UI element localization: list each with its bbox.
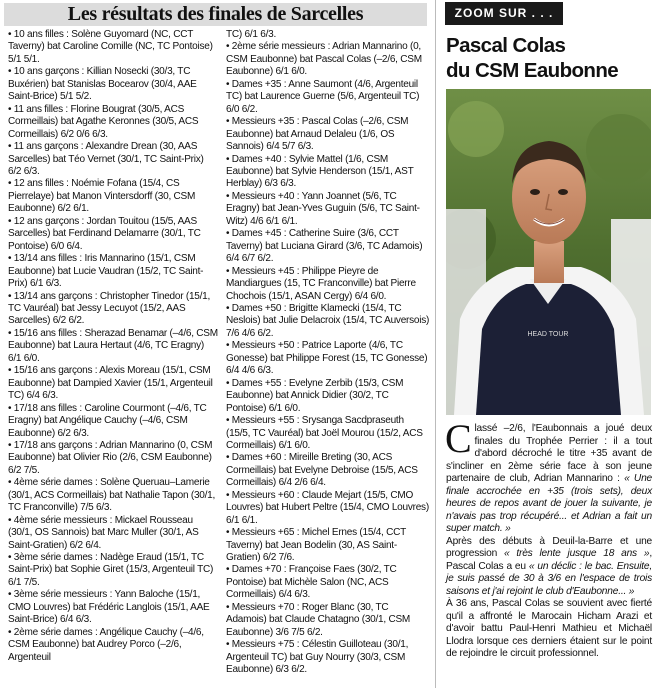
result-entry: • 13/14 ans filles : Iris Mannarino (15/1, CSM Eaubonne) bat Lucie Vaudran (15/2, TC Saint-Prix) 6/1 6/3. (8, 253, 204, 290)
result-entry: • 3ème série dames : Nadège Eraud (15/1, TC Saint-Prix) bat Sophie Giret (15/3, Argenteuil TC) 6/1 7/5. (8, 552, 214, 588)
result-entry: • Dames +70 : Françoise Faes (30/2, TC Pontoise) bat Michèle Salon (NC, ACS Cormeillais) 6/4 6/3. (226, 564, 397, 601)
result-entry: • Dames +35 : Anne Saumont (4/6, Argenteuil TC) bat Laurence Guerne (5/6, Argenteuil TC) 6/0 6/2. (226, 78, 420, 115)
results-title-bar (4, 3, 427, 26)
result-entry: • Messieurs +55 : Srysanga Sacdpraseuth (15/5, TC Vauréal) bat Joël Mourou (15/2, ACS Cormeillais) 6/1 6/0. (226, 415, 423, 451)
result-entry: • Messieurs +65 : Michel Ernes (15/4, CCT Taverny) bat Jean Bodelin (30, AS Saint-Gratien) 6/2 7/6. (226, 527, 406, 564)
results-title: Les résultats des finales de Sarcelles (67, 3, 364, 25)
result-entry: • Messieurs +70 : Roger Blanc (30, TC Adamois) bat Claude Chatagno (30/1, CSM Eaubonne) 3/6 7/5 6/2. (226, 601, 411, 638)
result-entry: • Messieurs +75 : Célestin Guilloteau (30/1, Argenteuil TC) bat Guy Nourry (30/3, CSM Eaubonne) 6/3 6/2. (226, 639, 409, 676)
result-entry: • 10 ans garçons : Killian Nosecki (30/3, TC Buxérien) bat Stanislas Bocearov (30/4, AAE Saint-Brice) 5/1 5/2. (8, 66, 197, 103)
result-entry: • 12 ans garçons : Jordan Touitou (15/5, AAS Sarcelles) bat Ferdinand Delamarre (30/1, TC Pontoise) 6/0 6/4. (8, 215, 201, 252)
article-text: , Pascal Colas a eu (446, 548, 652, 572)
result-entry: • 11 ans filles : Florine Bougrat (30/5, ACS Cormeillais) bat Agathe Keronnes (30/5, ACS Cormeillais) 6/2 0/6 6/3. (8, 103, 199, 140)
article-text: lassé –2/6, l'Eaubonnais a joué deux finales du Trophée Perrier : il a tout d'abord décroché le titre +35 avant de s'incliner en 2ème série face à son jeune partenaire de club, Adrian Mannarino : (446, 423, 652, 484)
result-entry: • 11 ans garçons : Alexandre Drean (30, AAS Sarcelles) bat Téo Vernet (30/1, TC Saint-Prix) 6/2 6/3. (8, 141, 204, 177)
result-entry: • Dames +50 : Brigitte Klamecki (15/4, TC Neslois) bat Julie Delacroix (15/4, TC Auversois) 7/6 4/6 6/2. (226, 302, 430, 339)
column-divider (435, 0, 436, 688)
result-entry: • Messieurs +35 : Pascal Colas (–2/6, CSM Eaubonne) bat Arnaud Delaleu (1/6, OS Sannois) 6/4 5/7 6/3. (226, 116, 409, 153)
shirt-logo: HEAD TOUR (527, 331, 569, 338)
quote: « un déclic : le bac. Ensuite, je suis passé de 30 à 3/6 en l'espace de trois saisons et j'ai rejoint le club d'Eaubonne... » (446, 560, 653, 597)
result-entry: • 2ème série messieurs : Adrian Mannarino (0, CSM Eaubonne) bat Pascal Colas (–2/6, CSM Eaubonne) 6/1 6/0. (226, 41, 422, 78)
quote: « très lente jusque 18 ans » (503, 548, 650, 559)
result-entry: • Messieurs +50 : Patrice Laporte (4/6, TC Gonesse) bat Philippe Forest (15, TC Gonesse) 6/4 4/6 6/3. (226, 340, 428, 377)
result-entry: • 15/16 ans garçons : Alexis Moreau (15/1, CSM Eaubonne) bat Dampied Xavier (15/1, Argenteuil TC) 6/4 6/3. (8, 365, 213, 402)
result-entry: • 4ème série messieurs : Mickael Rousseau (30/1, OS Sannois) bat Marc Muller (30/1, AS Saint-Gratien) 6/2 6/4. (8, 514, 199, 551)
zoom-label: ZOOM SUR . . . (445, 2, 563, 25)
headline-name: Pascal Colas (446, 34, 566, 57)
result-entry: • Dames +45 : Catherine Suire (3/6, CCT Taverny) bat Luciana Girard (3/6, TC Adamois) 6/4 6/7 6/2. (226, 228, 423, 265)
result-entry: • 13/14 ans garçons : Christopher Tinedor (15/1, TC Vauréal) bat Jessy Lecuyot (15/2, AAS Sarcelles) 6/2 6/2. (8, 290, 211, 327)
result-entry: • 3ème série messieurs : Yann Baloche (15/1, CMO Louvres) bat Frédéric Langlois (15/1, AAE Saint-Brice) 6/4 6/3. (8, 589, 210, 626)
result-entry: • 17/18 ans filles : Caroline Courmont (–4/6, TC Eragny) bat Angélique Cauchy (–4/6, CSM Eaubonne) 6/2 6/3. (8, 402, 207, 439)
result-entry: • Messieurs +60 : Claude Mejart (15/5, CMO Louvres) bat Hubert Peltre (15/4, CMO Louvres) 6/1 6/1. (226, 489, 429, 526)
result-entry: • 10 ans filles : Solène Guyomard (NC, CCT Taverny) bat Caroline Comille (NC, TC Pontoise) 5/1 5/1. (8, 29, 213, 65)
quote: « Une finale accrochée en +35 (trois sets), deux heures de repos avant de jouer la suivante, je n'avais pas trop récupéré... et Adrian a fait un super match. » (446, 473, 652, 534)
result-entry: • Messieurs +40 : Yann Joannet (5/6, TC Eragny) bat Jean-Yves Guguin (5/6, TC Saint-Witz) 4/6 6/1 6/1. (226, 190, 420, 227)
headline-club: du CSM Eaubonne (446, 59, 619, 82)
result-entry: • 4ème série dames : Solène Queruau–Lamerie (30/1, ACS Cormeillais) bat Nathalie Tapon (30/1, TC Franconville) 7/5 6/3. (8, 477, 216, 514)
profile-headline (446, 33, 651, 83)
result-entry: • 2ème série dames : Angélique Cauchy (–4/6, CSM Eaubonne) bat Audrey Porco (–2/6, Argenteuil (8, 626, 204, 663)
result-entry: • Dames +40 : Sylvie Mattel (1/6, CSM Eaubonne) bat Sylvie Henderson (15/1, AST Herblay) 6/3 6/3. (226, 153, 414, 190)
result-entry: • Messieurs +45 : Philippe Pieyre de Mandiargues (15, TC Franconville) bat Pierre Chochois (15/1, ASAN Cergy) 6/4 6/0. (226, 265, 416, 302)
results-column-left (8, 29, 218, 664)
dropcap: C (445, 416, 472, 461)
results-column-right (226, 29, 430, 677)
result-entry: • 12 ans filles : Noémie Fofana (15/4, CS Pierrelaye) bat Manon Vintersdorff (30, CSM Eaubonne) 6/2 6/1. (8, 178, 196, 215)
article-text: Après des débuts à Deuil-la-Barre et une progression (446, 535, 652, 559)
article-paragraph-2 (446, 536, 652, 599)
player-photo (446, 89, 651, 415)
article-paragraph-1 (445, 416, 652, 536)
article-paragraph-3: À 36 ans, Pascal Colas se souvient avec fierté qu'il a affronté le Marocain Hicham Arazi et d'avoir battu Paul-Henri Mathieu et Michaël Llodra lorsque ces derniers étaient sur le point de rejoindre le circuit professionnel. (446, 598, 652, 659)
result-entry: TC) 6/1 6/3. (226, 29, 277, 40)
result-entry: • 15/16 ans filles : Sherazad Benamar (–4/6, CSM Eaubonne) bat Laura Hertaut (4/6, TC Eragny) 6/1 6/0. (8, 327, 218, 364)
result-entry: • 17/18 ans garçons : Adrian Mannarino (0, CSM Eaubonne) bat Olivier Rio (2/6, CSM Eaubonne) 6/2 7/5. (8, 439, 213, 476)
result-entry: • Dames +55 : Evelyne Zerbib (15/3, CSM Eaubonne) bat Annick Didier (30/2, TC Pontoise) 6/1 6/0. (226, 377, 404, 414)
article-body (445, 416, 653, 661)
result-entry: • Dames +60 : Mireille Breting (30, ACS Cormeillais) bat Evelyne Debroise (15/5, ACS Cormeillais) 6/4 2/6 6/4. (226, 452, 418, 489)
